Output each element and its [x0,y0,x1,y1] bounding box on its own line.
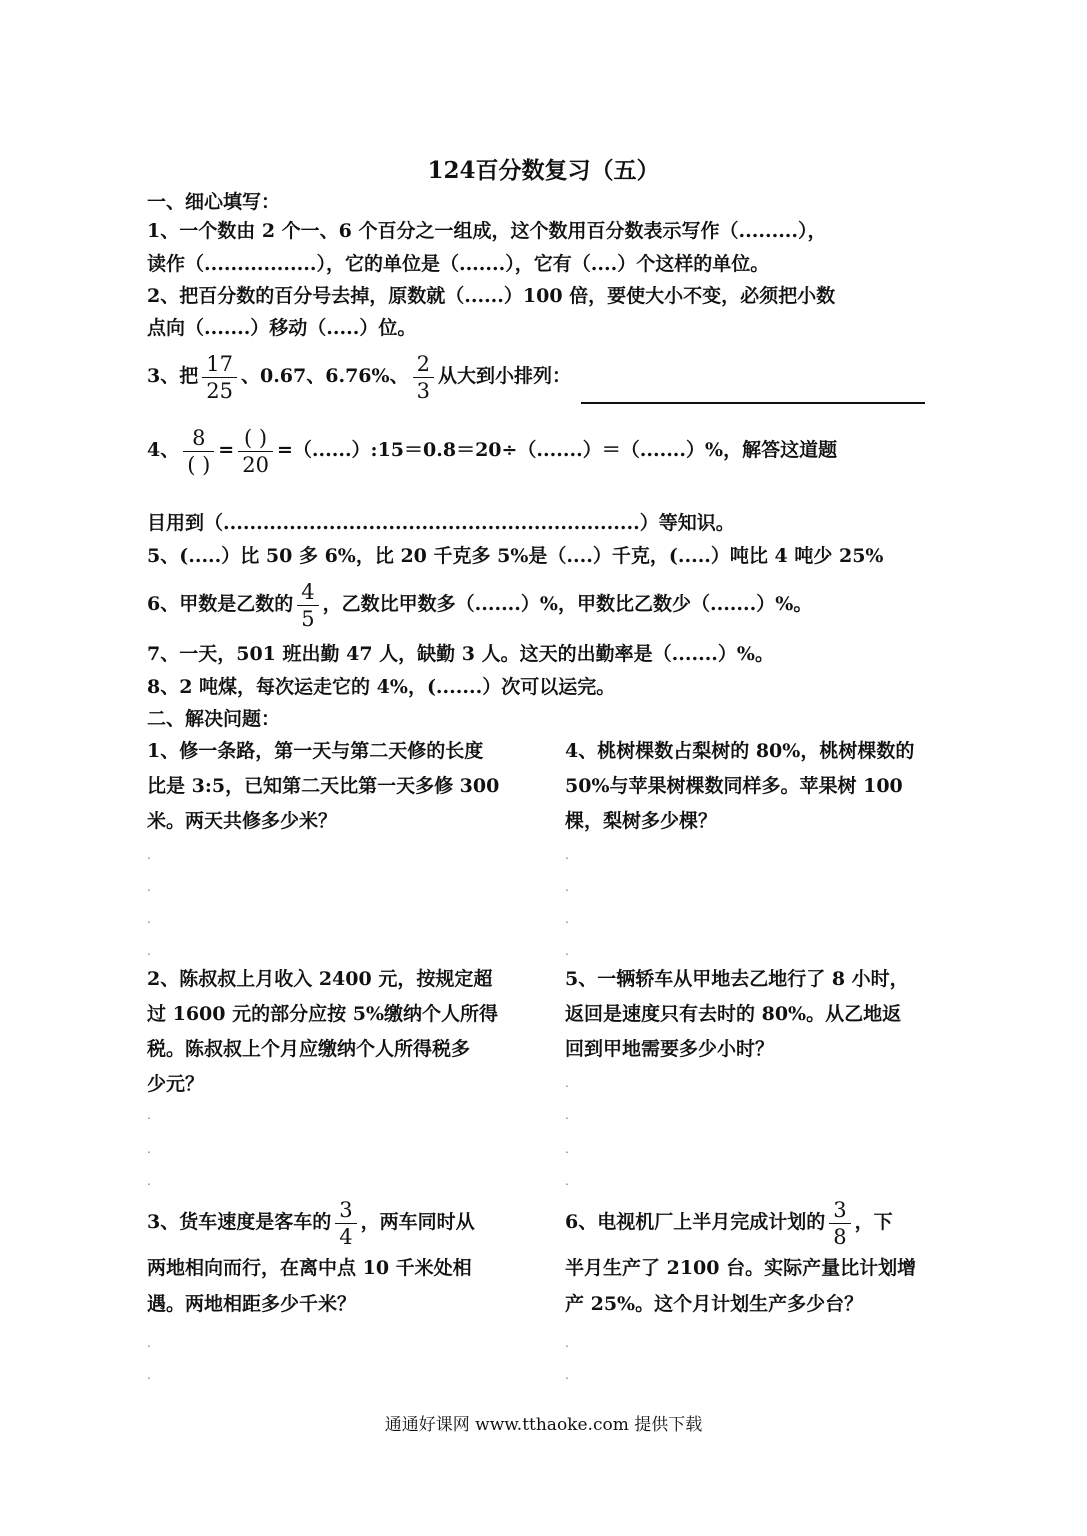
q3-prefix: 3、把 [147,365,199,387]
question-3 [147,350,925,404]
scan-dot: . [147,944,151,958]
section2-heading: 二、解决问题： [147,708,281,730]
problem-5-line: 5、一辆轿车从甲地去乙地行了 8 小时， [565,968,909,990]
q4-prefix: 4、 [147,439,180,461]
q3-answer-line[interactable] [581,382,925,404]
scan-dot: . [147,848,151,862]
p6-prefix: 6、电视机厂上半月完成计划的 [565,1211,826,1233]
problem-1 [147,734,527,839]
q4-fraction-2 [238,425,273,478]
problem-3-first-line [147,1194,527,1250]
scan-dot: . [565,1076,569,1090]
problem-2 [147,962,527,1102]
problem-2-line: 过 1600 元的部分应按 5%缴纳个人所得 [147,1003,498,1025]
scan-dot: . [147,1368,151,1382]
q4-frac1-num: 8 [192,425,206,450]
section1-heading: 一、细心填写： [147,191,281,213]
scan-dot: . [147,1336,151,1350]
q4-frac2-den: 20 [238,451,273,478]
question-4 [147,424,837,478]
page-title: 124百分数复习（五） [427,157,660,184]
problem-4-line: 4、桃树棵数占梨树的 80%，桃树棵数的 [565,740,915,762]
p3-prefix: 3、货车速度是客车的 [147,1211,332,1233]
q2-line1: 2、把百分数的百分号去掉，原数就（......）100 倍，要使大小不变，必须把小数 [147,285,836,307]
scan-dot: . [147,912,151,926]
q4-frac2-num: ( ) [244,425,268,450]
scan-dot: . [147,880,151,894]
q6-frac-num: 4 [301,579,315,604]
problem-4-line: 棵，梨树多少棵？ [565,810,718,832]
problem-1-line: 1、修一条路，第一天与第二天修的长度 [147,740,484,762]
scan-dot: . [565,1368,569,1382]
question-5: 5、(.....）比 50 多 6%，比 20 千克多 5%是（....）千克，(.....）吨比 4 吨少 25% [147,545,884,567]
scan-dot: . [565,912,569,926]
scan-dot: . [565,880,569,894]
q6-suffix: ，乙数比甲数多（.......）%，甲数比乙数少（.......）%。 [322,593,813,615]
q6-frac-den: 5 [297,605,318,632]
q3-frac2-num: 2 [416,351,430,376]
p6-frac-den: 8 [829,1223,850,1250]
problem-3-line: 遇。两地相距多少千米？ [147,1293,357,1315]
problem-4 [565,734,945,839]
p6-fraction [829,1197,850,1250]
q1-line2: 读作（.................），它的单位是（.......），它有（....）个这样的单位。 [147,253,770,275]
question-8: 8、2 吨煤，每次运走它的 4%，(.......）次可以运完。 [147,676,616,698]
question-6 [147,578,812,632]
p6-frac-num: 3 [833,1197,847,1222]
problem-5-line: 回到甲地需要多少小时？ [565,1038,775,1060]
scan-dot: . [565,848,569,862]
scan-dot: . [565,1142,569,1156]
q3-fraction-1 [202,351,237,404]
q4-line2: 目用到（...............................................................）等知识。 [147,512,735,534]
scan-dot: . [565,1108,569,1122]
problem-3 [147,1194,527,1322]
q6-fraction [297,579,318,632]
q3-frac1-num: 17 [206,351,233,376]
problem-4-line: 50%与苹果树棵数同样多。苹果树 100 [565,775,903,797]
p6-suffix: ，下 [854,1211,893,1233]
q3-fraction-2 [413,351,434,404]
question-7: 7、一天，501 班出勤 47 人，缺勤 3 人。这天的出勤率是（.......）%。 [147,643,774,665]
scan-dot: . [565,1174,569,1188]
p3-frac-num: 3 [339,1197,353,1222]
scan-dot: . [147,1142,151,1156]
problem-1-line: 比是 3:5，已知第二天比第一天多修 300 [147,775,500,797]
q4-fraction-1 [183,425,214,478]
problem-1-line: 米。两天共修多少米？ [147,810,338,832]
problem-2-line: 税。陈叔叔上个月应缴纳个人所得税多 [147,1038,471,1060]
p3-suffix: ，两车同时从 [360,1211,475,1233]
problem-3-line: 两地相向而行，在离中点 10 千米处相 [147,1257,472,1279]
problem-6-line: 半月生产了 2100 台。实际产量比计划增 [565,1257,917,1279]
q2-line2: 点向（.......）移动（.....）位。 [147,317,417,339]
problem-6-first-line [565,1194,945,1250]
q6-prefix: 6、甲数是乙数的 [147,593,294,615]
scan-dot: . [565,944,569,958]
problem-6 [565,1194,945,1322]
p3-fraction [335,1197,356,1250]
q4-frac1-den: ( ) [183,451,214,478]
scan-dot: . [565,1336,569,1350]
scan-dot: . [147,1108,151,1122]
footer-credit: 通通好课网 www.tthaoke.com 提供下载 [384,1415,703,1435]
p3-frac-den: 4 [335,1223,356,1250]
problem-2-line: 少元？ [147,1073,205,1095]
scan-dot: . [147,1174,151,1188]
problem-5 [565,962,945,1067]
q1-line1: 1、一个数由 2 个一、6 个百分之一组成，这个数用百分数表示写作（.........）， [147,220,827,242]
q3-mid: 、0.67、6.76%、 [240,365,409,387]
q4-suffix: =（......）:15＝0.8＝20÷（.......）＝（.......）%，解答这道题 [276,439,838,461]
q3-suffix: 从大到小排列： [437,365,571,387]
problem-2-line: 2、陈叔叔上月收入 2400 元，按规定超 [147,968,493,990]
q3-frac2-den: 3 [413,377,434,404]
q3-frac1-den: 25 [202,377,237,404]
problem-6-line: 产 25%。这个月计划生产多少台？ [565,1293,864,1315]
problem-5-line: 返回是速度只有去时的 80%。从乙地返 [565,1003,902,1025]
q4-equals: = [218,439,235,461]
